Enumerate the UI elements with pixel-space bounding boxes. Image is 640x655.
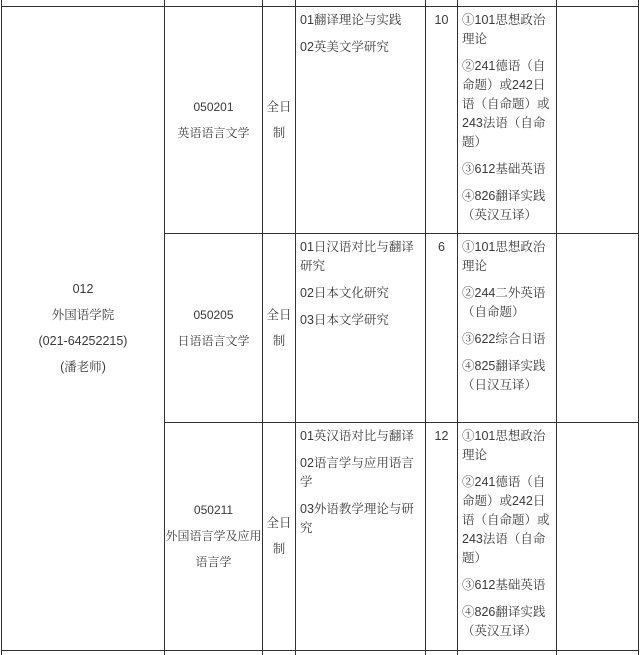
major-name: 日语语言文学: [177, 333, 250, 348]
exam-subject-item: ④826翻译实践（英汉互译）: [462, 604, 546, 638]
remarks-cell: [557, 233, 639, 422]
exam-subject-item: ④825翻译实践（日汉互译）: [462, 358, 546, 392]
exam-subjects-cell: [458, 422, 557, 650]
major-code: 050211: [193, 503, 234, 517]
enrollment-count: 10: [434, 12, 449, 27]
exam-subjects-cell: [458, 233, 557, 422]
remarks-cell: [557, 422, 639, 650]
study-mode-cell: [263, 6, 296, 233]
directions-cell: [296, 233, 426, 422]
major-cell: [165, 422, 263, 650]
direction-item: 01英汉语对比与翻译: [300, 428, 414, 443]
exam-subject-item: ③622综合日语: [462, 331, 546, 346]
department-name: 外国语学院: [51, 308, 115, 322]
exam-subject-item: ①101思想政治理论: [462, 12, 546, 46]
major-code: 050205: [193, 307, 234, 322]
partial-cell: [296, 650, 426, 655]
study-mode: 全日制: [266, 99, 292, 140]
exam-subject-item: ③612基础英语: [462, 161, 546, 176]
direction-item: 02英美文学研究: [300, 39, 389, 54]
exam-subject-item: ③612基础英语: [462, 577, 546, 592]
department-contact: (潘老师): [60, 360, 106, 374]
partial-cell: [2, 650, 165, 655]
major-cell: [165, 233, 263, 422]
department-code: 012: [72, 282, 94, 296]
major-cell: [165, 6, 263, 233]
enrollment-count: 12: [434, 428, 449, 443]
major-name: 英语语言文学: [177, 125, 250, 140]
direction-item: 03日本文学研究: [300, 312, 389, 327]
admissions-table: [1, 0, 639, 655]
partial-cell: [165, 650, 263, 655]
study-mode: 全日制: [266, 307, 292, 348]
exam-subject-item: ④826翻译实践（英汉互译）: [462, 188, 546, 222]
direction-item: 03外语教学理论与研究: [300, 501, 414, 535]
enrollment-cell: [426, 6, 458, 233]
partial-cell: [458, 650, 557, 655]
partial-cell: [426, 650, 458, 655]
partial-cell: [557, 650, 639, 655]
exam-subject-item: ②241德语（自命题）或242日语（自命题）或243法语（自命题）: [462, 474, 550, 565]
study-mode-cell: [263, 422, 296, 650]
exam-subject-item: ①101思想政治理论: [462, 428, 546, 462]
exam-subjects-cell: [458, 6, 557, 233]
study-mode: 全日制: [266, 516, 292, 556]
study-mode-cell: [263, 233, 296, 422]
direction-item: 02日本文化研究: [300, 285, 389, 300]
remarks-cell: [557, 6, 639, 233]
partial-cell: [263, 650, 296, 655]
exam-subject-item: ②244二外英语（自命题）: [462, 285, 546, 319]
exam-subject-item: ①101思想政治理论: [462, 239, 546, 273]
department-phone: (021-64252215): [38, 334, 128, 348]
direction-item: 01日汉语对比与翻译研究: [300, 239, 414, 273]
major-name: 外国语言学及应用语言学: [165, 529, 262, 569]
enrollment-cell: [426, 233, 458, 422]
program-row: [2, 6, 639, 233]
direction-item: 01翻译理论与实践: [300, 12, 402, 27]
exam-subject-item: ②241德语（自命题）或242日语（自命题）或243法语（自命题）: [462, 58, 550, 149]
enrollment-cell: [426, 422, 458, 650]
directions-cell: [296, 422, 426, 650]
department-cell: [2, 6, 165, 650]
major-code: 050201: [193, 99, 234, 114]
enrollment-count: 6: [438, 239, 445, 254]
directions-cell: [296, 6, 426, 233]
direction-item: 02语言学与应用语言学: [300, 455, 414, 489]
partial-row-bottom: [2, 650, 639, 655]
